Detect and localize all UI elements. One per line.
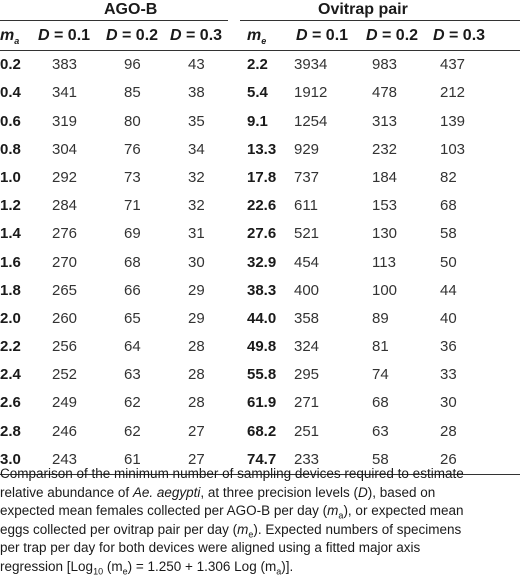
- cell-ago-d2: 62: [124, 394, 141, 412]
- cell-ovi-d2: 113: [372, 253, 396, 271]
- table-row: [0, 220, 520, 248]
- cell-ma: 2.4: [0, 366, 21, 384]
- cell-me: 22.6: [247, 197, 277, 215]
- cell-me: 5.4: [247, 84, 268, 102]
- cell-ma: 0.4: [0, 84, 21, 102]
- table-row: [0, 361, 520, 389]
- cell-ago-d2: 61: [124, 450, 141, 468]
- col-header-ovi-d3: D = 0.3: [433, 27, 486, 44]
- cell-ovi-d3: 212: [440, 84, 466, 102]
- cell-ago-d1: 252: [52, 366, 78, 384]
- cell-ovi-d2: 74: [372, 366, 389, 384]
- cell-ago-d1: 292: [52, 168, 78, 186]
- cell-ovi-d2: 63: [372, 422, 389, 440]
- cell-ovi-d2: 81: [372, 338, 389, 356]
- cell-ovi-d3: 30: [440, 394, 457, 412]
- cell-me: 17.8: [247, 168, 277, 186]
- cell-ovi-d2: 89: [372, 309, 389, 327]
- table-row: [0, 333, 520, 361]
- cell-ma: 0.6: [0, 112, 21, 130]
- cell-ago-d3: 43: [188, 56, 205, 74]
- table-row: [0, 418, 520, 446]
- table-row: [0, 164, 520, 192]
- cell-ago-d1: 276: [52, 225, 78, 243]
- table-row: [0, 389, 520, 417]
- group-title-ago-b: AGO-B: [104, 1, 158, 18]
- cell-ovi-d1: 233: [294, 450, 320, 468]
- cell-ago-d3: 28: [188, 394, 205, 412]
- cell-ago-d2: 96: [124, 56, 141, 74]
- col-header-ago-d3: D = 0.3: [170, 27, 223, 44]
- group-title-ovitrap: Ovitrap pair: [318, 1, 408, 18]
- cell-ovi-d3: 44: [440, 281, 457, 299]
- cell-ma: 2.6: [0, 394, 21, 412]
- cell-ovi-d3: 437: [440, 56, 466, 74]
- cell-ago-d1: 256: [52, 338, 78, 356]
- group-header-row: [0, 0, 520, 22]
- cell-ma: 1.2: [0, 197, 21, 215]
- cell-me: 55.8: [247, 366, 277, 384]
- cell-ovi-d2: 184: [372, 168, 398, 186]
- cell-ago-d1: 341: [52, 84, 78, 102]
- cell-ago-d1: 246: [52, 422, 78, 440]
- cell-me: 13.3: [247, 140, 277, 158]
- cell-ovi-d3: 33: [440, 366, 457, 384]
- cell-ovi-d1: 271: [294, 394, 320, 412]
- cell-ago-d2: 63: [124, 366, 141, 384]
- col-header-ovi-d2: D = 0.2: [366, 27, 419, 44]
- cell-ma: 0.8: [0, 140, 21, 158]
- cell-ago-d1: 260: [52, 309, 78, 327]
- cell-ago-d2: 62: [124, 422, 141, 440]
- cell-ago-d3: 35: [188, 112, 205, 130]
- cell-ovi-d2: 983: [372, 56, 398, 74]
- cell-ago-d1: 284: [52, 197, 78, 215]
- cell-ovi-d1: 400: [294, 281, 320, 299]
- cell-ovi-d1: 251: [294, 422, 320, 440]
- cell-ovi-d1: 1254: [294, 112, 328, 130]
- cell-me: 74.7: [247, 450, 277, 468]
- cell-ago-d3: 34: [188, 140, 205, 158]
- table-row: [0, 51, 520, 79]
- cell-ovi-d1: 358: [294, 309, 320, 327]
- cell-ovi-d2: 100: [372, 281, 398, 299]
- group-rule-left: [0, 20, 228, 21]
- cell-ovi-d2: 313: [372, 112, 398, 130]
- cell-ovi-d1: 3934: [294, 56, 328, 74]
- cell-ago-d2: 65: [124, 309, 141, 327]
- group-rule-right: [240, 20, 520, 21]
- cell-ma: 0.2: [0, 56, 21, 74]
- table-row: [0, 249, 520, 277]
- cell-ovi-d1: 454: [294, 253, 320, 271]
- cell-ovi-d3: 28: [440, 422, 457, 440]
- cell-ovi-d3: 50: [440, 253, 457, 271]
- cell-me: 68.2: [247, 422, 277, 440]
- cell-me: 44.0: [247, 309, 277, 327]
- cell-ovi-d1: 324: [294, 338, 320, 356]
- cell-ago-d2: 66: [124, 281, 141, 299]
- table-row: [0, 277, 520, 305]
- table-row: [0, 136, 520, 164]
- cell-ovi-d1: 611: [294, 197, 318, 215]
- cell-ago-d3: 32: [188, 168, 205, 186]
- cell-ma: 1.6: [0, 253, 21, 271]
- cell-ovi-d2: 58: [372, 450, 389, 468]
- col-header-ovi-d1: D = 0.1: [296, 27, 349, 44]
- cell-ago-d1: 383: [52, 56, 78, 74]
- col-header-ma: $m_a$: [0, 27, 20, 47]
- cell-ago-d2: 69: [124, 225, 141, 243]
- cell-ovi-d2: 478: [372, 84, 398, 102]
- cell-ago-d2: 76: [124, 140, 141, 158]
- cell-ago-d3: 31: [188, 225, 205, 243]
- cell-ovi-d3: 36: [440, 338, 457, 356]
- cell-ovi-d3: 68: [440, 197, 457, 215]
- cell-ago-d3: 32: [188, 197, 205, 215]
- cell-ago-d3: 29: [188, 309, 205, 327]
- cell-ovi-d1: 1912: [294, 84, 328, 102]
- cell-ago-d2: 80: [124, 112, 141, 130]
- cell-ovi-d2: 68: [372, 394, 389, 412]
- cell-ovi-d3: 26: [440, 450, 457, 468]
- cell-ovi-d3: 40: [440, 309, 457, 327]
- cell-ago-d3: 30: [188, 253, 205, 271]
- cell-me: 2.2: [247, 56, 268, 74]
- cell-ovi-d3: 139: [440, 112, 466, 130]
- cell-ma: 3.0: [0, 450, 21, 468]
- cell-ovi-d2: 232: [372, 140, 398, 158]
- table-row: [0, 108, 520, 136]
- cell-ma: 1.0: [0, 168, 21, 186]
- cell-ovi-d1: 929: [294, 140, 320, 158]
- cell-me: 49.8: [247, 338, 277, 356]
- cell-ovi-d1: 737: [294, 168, 320, 186]
- table-row: [0, 192, 520, 220]
- cell-ago-d1: 265: [52, 281, 78, 299]
- cell-ovi-d1: 295: [294, 366, 320, 384]
- cell-ovi-d3: 58: [440, 225, 457, 243]
- cell-ago-d2: 64: [124, 338, 141, 356]
- cell-ago-d2: 68: [124, 253, 141, 271]
- cell-ago-d3: 28: [188, 366, 205, 384]
- cell-ago-d1: 304: [52, 140, 78, 158]
- cell-ovi-d2: 130: [372, 225, 398, 243]
- cell-ago-d1: 243: [52, 450, 78, 468]
- col-header-ago-d1: D = 0.1: [38, 27, 91, 44]
- cell-ma: 1.8: [0, 281, 21, 299]
- table-row: [0, 79, 520, 107]
- cell-ma: 2.8: [0, 422, 21, 440]
- cell-ago-d3: 38: [188, 84, 205, 102]
- table-body: [0, 51, 520, 474]
- cell-ago-d1: 319: [52, 112, 78, 130]
- cell-ago-d3: 27: [188, 450, 205, 468]
- cell-me: 38.3: [247, 281, 277, 299]
- cell-ago-d2: 73: [124, 168, 141, 186]
- column-header-row: [0, 22, 520, 51]
- cell-ago-d1: 270: [52, 253, 78, 271]
- col-header-me: $m_e$: [247, 27, 267, 47]
- cell-ago-d3: 28: [188, 338, 205, 356]
- cell-ma: 1.4: [0, 225, 21, 243]
- cell-ago-d2: 71: [124, 197, 141, 215]
- cell-ago-d1: 249: [52, 394, 78, 412]
- cell-ovi-d1: 521: [294, 225, 320, 243]
- cell-me: 61.9: [247, 394, 277, 412]
- cell-ma: 2.0: [0, 309, 21, 327]
- cell-me: 32.9: [247, 253, 277, 271]
- col-header-ago-d2: D = 0.2: [106, 27, 159, 44]
- cell-ago-d3: 27: [188, 422, 205, 440]
- cell-me: 27.6: [247, 225, 277, 243]
- cell-ovi-d3: 82: [440, 168, 457, 186]
- cell-ma: 2.2: [0, 338, 21, 356]
- table-row: [0, 305, 520, 333]
- cell-ago-d2: 85: [124, 84, 141, 102]
- cell-me: 9.1: [247, 112, 268, 130]
- cell-ovi-d3: 103: [440, 140, 466, 158]
- table-caption: Comparison of the minimum number of sampling devices required to estimate relative abundance of Ae. aegypti, at three precision levels (D), based on expected mean females collected per AGO-B per day $(m_a)$, or expected mean eggs collected per ovitrap pair per day $(m_e)$. Expected numbers of specimens per trap per day for both devices were aligned using a fitted major axis regression [Log$_{10}$ $(m_e) = 1.250 + 1.306$ Log $(m_a)$].: [0, 466, 464, 577]
- cell-ago-d3: 29: [188, 281, 205, 299]
- cell-ovi-d2: 153: [372, 197, 398, 215]
